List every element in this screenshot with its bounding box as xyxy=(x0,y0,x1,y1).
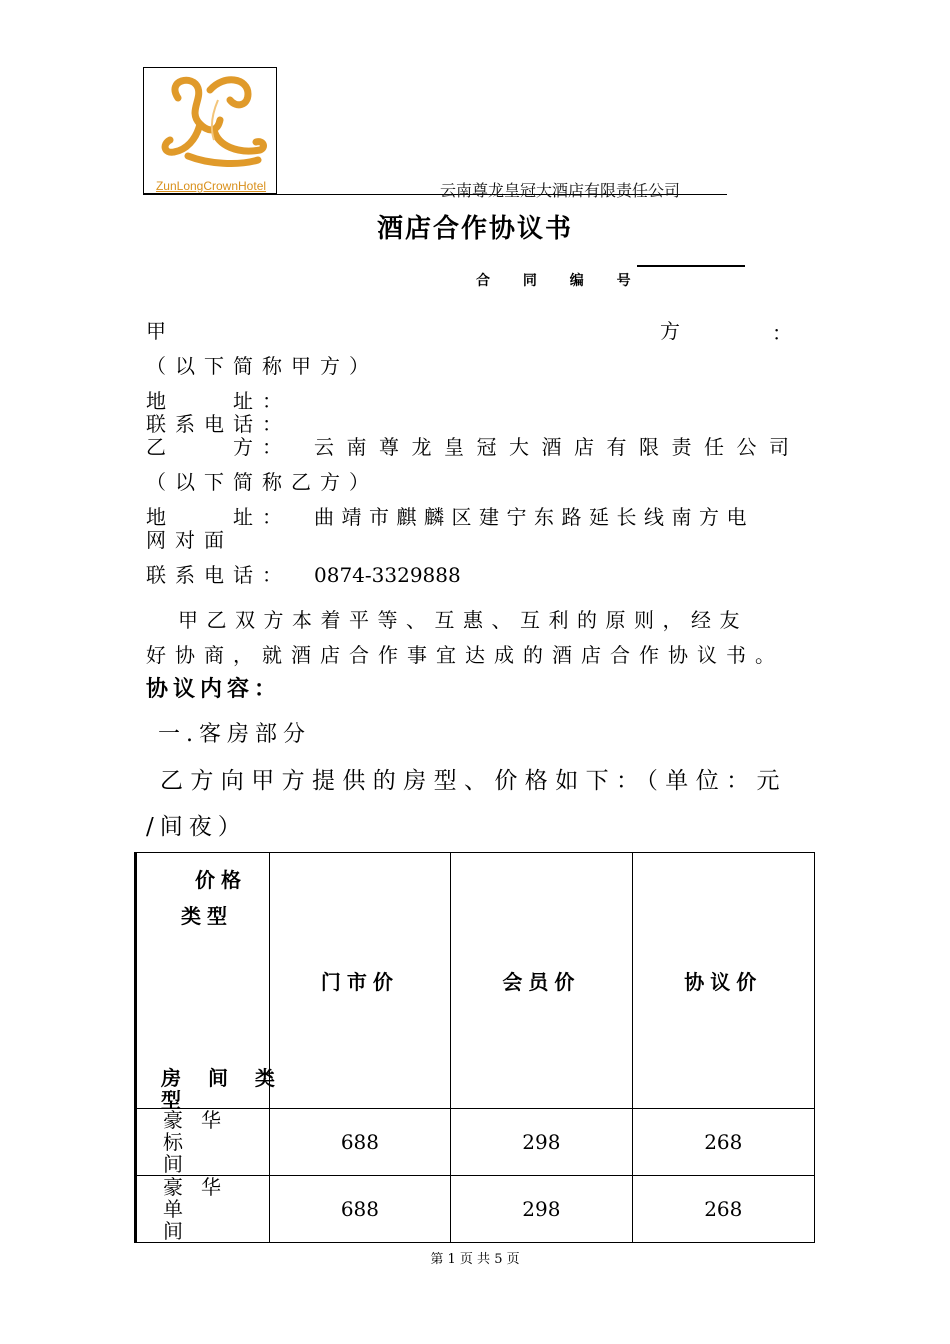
party-b-alias: （以下简称乙方） xyxy=(146,470,378,494)
column-header-rack-rate: 门市价 xyxy=(269,853,450,1109)
party-a-label-right: 方 xyxy=(660,319,689,343)
party-b-phone: 0874-3329888 xyxy=(314,563,461,587)
hotel-logo xyxy=(143,67,277,195)
member-rate-value: 298 xyxy=(451,1109,632,1176)
room-type-name-line1: 豪华单 xyxy=(163,1175,239,1221)
corner-room-type-label: 房 间 类 xyxy=(161,1065,285,1090)
room-type-name-line2: 间 xyxy=(163,1219,201,1243)
party-b-label: 乙 方： xyxy=(146,435,291,459)
price-intro-line-2: /间夜） xyxy=(146,814,247,840)
company-header: 云南尊龙皇冠大酒店有限责任公司 xyxy=(440,181,681,200)
agreement-rate-value: 268 xyxy=(632,1176,814,1243)
contract-number-label: 合 同 编 号 xyxy=(476,273,645,289)
party-b-address-line1: 曲靖市麒麟区建宁东路延长线南方电 xyxy=(314,505,754,529)
table-row xyxy=(136,1176,815,1243)
party-a-alias: （以下简称甲方） xyxy=(146,354,378,378)
party-b-address-label: 地 址： xyxy=(146,505,291,529)
room-type-name-line1: 豪华标 xyxy=(163,1108,239,1154)
agreement-rate-value: 268 xyxy=(632,1109,814,1176)
rack-rate-value: 688 xyxy=(269,1109,450,1176)
logo-emblem-icon xyxy=(148,70,274,178)
table-header-row xyxy=(136,853,815,1109)
corner-type-label: 类型 xyxy=(181,903,233,928)
column-header-member-rate: 会员价 xyxy=(451,853,632,1109)
contract-number-blank xyxy=(637,265,745,267)
party-b-address-line2: 网对面 xyxy=(146,528,233,552)
party-b-phone-label: 联系电话： xyxy=(146,563,291,587)
room-type-name xyxy=(136,1109,270,1176)
column-header-agreement-rate: 协议价 xyxy=(632,853,814,1109)
party-a-colon: ： xyxy=(772,321,801,345)
party-a-phone-label: 联系电话： xyxy=(146,412,291,436)
corner-price-label: 价格 xyxy=(195,867,247,892)
section-heading: 协议内容： xyxy=(146,677,282,702)
intro-line-2: 好协商，就酒店合作事宜达成的酒店合作协议书。 xyxy=(146,643,784,667)
corner-room-type-label-2: 型 xyxy=(161,1087,187,1112)
table-corner-cell xyxy=(136,853,285,1112)
table-row xyxy=(136,1109,815,1176)
room-type-name xyxy=(136,1176,270,1243)
price-intro-line-1: 乙方向甲方提供的房型、价格如下：（单位：元 xyxy=(160,768,787,794)
member-rate-value: 298 xyxy=(451,1176,632,1243)
intro-line-1: 甲乙双方本着平等、互惠、互利的原则，经友 xyxy=(178,608,748,632)
room-type-name-line2: 间 xyxy=(163,1152,201,1176)
room-price-table xyxy=(134,852,815,1243)
party-a-label-left: 甲 xyxy=(146,319,175,343)
page-footer: 第 1 页 共 5 页 xyxy=(430,1252,520,1267)
rack-rate-value: 688 xyxy=(269,1176,450,1243)
party-a-address-label: 地 址： xyxy=(146,389,291,413)
logo-text: ZunLongCrownHotel xyxy=(155,179,267,193)
party-b-name: 云南尊龙皇冠大酒店有限责任公司 xyxy=(314,435,802,459)
document-title: 酒店合作协议书 xyxy=(376,214,573,244)
subsection-heading: 一.客房部分 xyxy=(158,722,311,747)
